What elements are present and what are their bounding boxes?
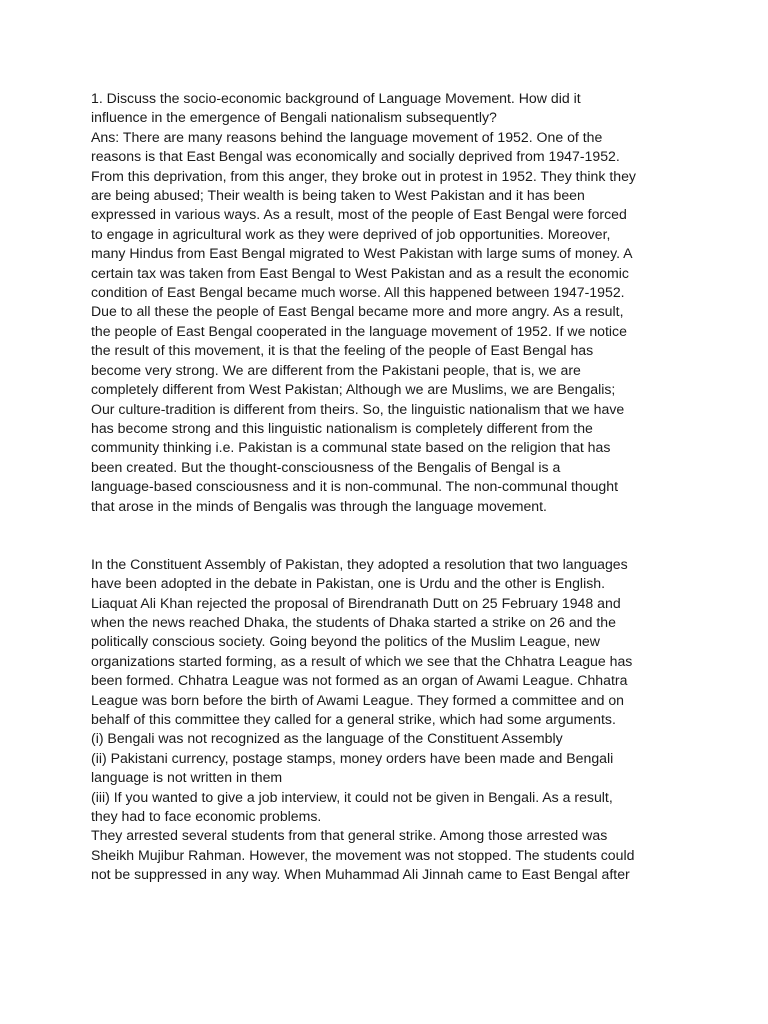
paragraph-answer-1 — [91, 89, 691, 516]
text-line: certain tax was taken from East Bengal to West Pakistan and as a result the economic — [91, 264, 629, 281]
text-line: language-based consciousness and it is non-communal. The non-communal thought — [91, 478, 619, 495]
text-line: behalf of this committee they called for a general strike, which had some arguments. — [91, 710, 616, 727]
text-line: politically conscious society. Going beyond the politics of the Muslim League, new — [91, 633, 600, 650]
text-line: influence in the emergence of Bengali nationalism subsequently? — [91, 109, 497, 126]
text-line: Sheikh Mujibur Rahman. However, the movement was not stopped. The students could — [91, 846, 635, 863]
text-line: become very strong. We are different from the Pakistani people, that is, we are — [91, 361, 581, 378]
text-line: Liaquat Ali Khan rejected the proposal of Birendranath Dutt on 25 February 1948 and — [91, 594, 621, 611]
paragraph-spacer — [91, 516, 691, 555]
text-line: have been adopted in the debate in Pakistan, one is Urdu and the other is English. — [91, 575, 605, 592]
document-body — [91, 89, 691, 885]
text-line: been formed. Chhatra League was not formed as an organ of Awami League. Chhatra — [91, 672, 628, 689]
text-line: Ans: There are many reasons behind the language movement of 1952. One of the — [91, 128, 603, 145]
text-line: 1. Discuss the socio-economic background of Language Movement. How did it — [91, 90, 581, 106]
text-line: the result of this movement, it is that the feeling of the people of East Bengal has — [91, 342, 594, 359]
text-line: language is not written in them — [91, 769, 283, 786]
text-line: They arrested several students from that general strike. Among those arrested was — [91, 827, 608, 844]
text-line: are being abused; Their wealth is being taken to West Pakistan and it has been — [91, 187, 585, 204]
text-line: when the news reached Dhaka, the students of Dhaka started a strike on 26 and the — [91, 613, 616, 630]
text-line: Our culture-tradition is different from theirs. So, the linguistic nationalism that we have — [91, 400, 625, 417]
text-line: completely different from West Pakistan; Although we are Muslims, we are Bengalis; — [91, 381, 616, 398]
text-line: that arose in the minds of Bengalis was through the language movement. — [91, 497, 547, 514]
text-line: been created. But the thought-consciousness of the Bengalis of Bengal is a — [91, 458, 561, 475]
text-line: organizations started forming, as a result of which we see that the Chhatra League has — [91, 652, 633, 669]
text-line: many Hindus from East Bengal migrated to West Pakistan with large sums of money. A — [91, 245, 633, 262]
text-line: In the Constituent Assembly of Pakistan, they adopted a resolution that two languages — [91, 555, 628, 572]
text-line: they had to face economic problems. — [91, 808, 322, 825]
text-line: the people of East Bengal cooperated in the language movement of 1952. If we notice — [91, 322, 627, 339]
text-line: not be suppressed in any way. When Muhammad Ali Jinnah came to East Bengal after — [91, 866, 630, 883]
text-line: condition of East Bengal became much worse. All this happened between 1947-1952. — [91, 284, 625, 301]
text-line: From this deprivation, from this anger, they broke out in protest in 1952. They think they — [91, 167, 636, 184]
paragraph-constituent-assembly — [91, 555, 691, 885]
text-line: has become strong and this linguistic nationalism is completely different from the — [91, 419, 593, 436]
text-line: community thinking i.e. Pakistan is a communal state based on the religion that has — [91, 439, 611, 456]
list-item-iii: (iii) If you wanted to give a job interview, it could not be given in Bengali. As a result, — [91, 788, 613, 805]
text-line: League was born before the birth of Awami League. They formed a committee and on — [91, 691, 625, 708]
text-line: Due to all these the people of East Bengal became more and more angry. As a result, — [91, 303, 624, 320]
text-line: expressed in various ways. As a result, most of the people of East Bengal were forced — [91, 206, 627, 223]
list-item-i: (i) Bengali was not recognized as the language of the Constituent Assembly — [91, 730, 563, 747]
text-line: reasons is that East Bengal was economically and socially deprived from 1947-1952. — [91, 148, 620, 165]
text-line: to engage in agricultural work as they were deprived of job opportunities. Moreover, — [91, 225, 611, 242]
list-item-ii: (ii) Pakistani currency, postage stamps, money orders have been made and Bengali — [91, 749, 614, 766]
